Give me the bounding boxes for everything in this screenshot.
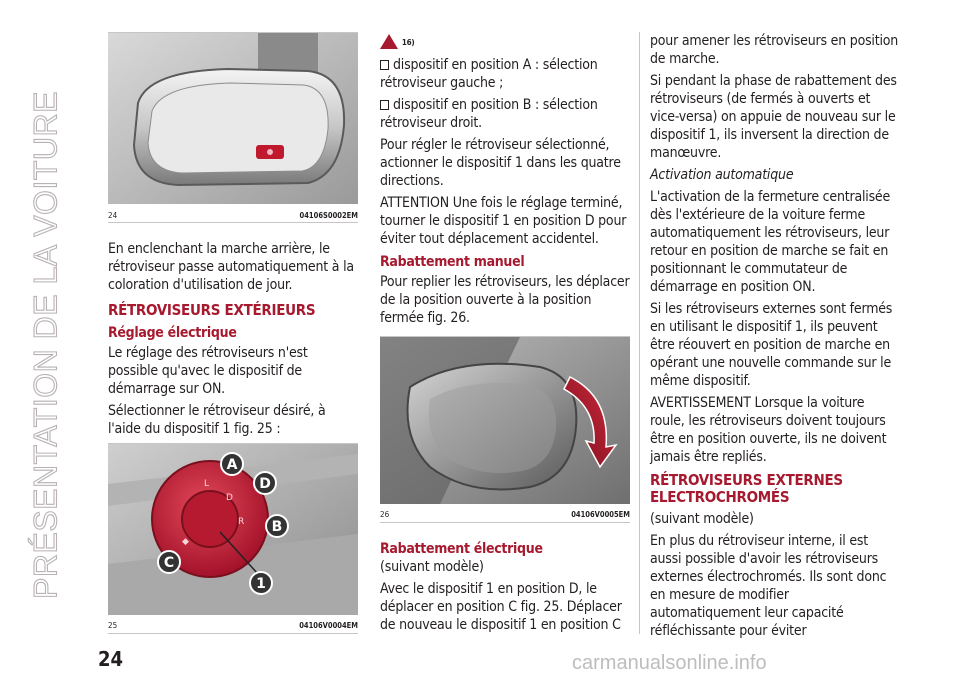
bullet-item: dispositif en position B : sélection rétroviseur droit.	[380, 97, 598, 131]
column-2	[380, 34, 630, 331]
section-heading-electrochromic: RÉTROVISEURS EXTERNES ELECTROCHROMÉS	[650, 471, 843, 506]
paragraph: Avec le dispositif 1 en position D, le déplacer en position C fig. 25. Déplacer de nouveau le dispositif 1 en position C	[380, 581, 622, 633]
column-1	[108, 240, 358, 442]
figure-24-caption	[108, 211, 358, 221]
column-divider-right	[639, 32, 640, 634]
svg-text:A: A	[226, 457, 238, 473]
paragraph: Pour régler le rétroviseur sélectionné, actionner le dispositif 1 dans les quatre directions.	[380, 137, 621, 189]
checkbox-bullet-icon	[380, 60, 389, 70]
switch-mark-d: D	[226, 493, 233, 503]
figure-26-code: 04106V0005EM	[571, 510, 630, 519]
subheading-electric-adjustment: Réglage électrique	[108, 325, 237, 341]
subheading-manual-folding: Rabattement manuel	[380, 254, 525, 270]
switch-mark-l: L	[204, 479, 210, 489]
figure-25-mirror-control-switch	[108, 444, 358, 615]
watermark: carmanualsonline.info	[572, 652, 767, 674]
section-heading-exterior-mirrors: RÉTROVISEURS EXTÉRIEURS	[108, 301, 316, 319]
bullet-item: dispositif en position A : sélection rétroviseur gauche ;	[380, 57, 598, 91]
warning-ref-number: 16)	[401, 38, 415, 47]
figure-26-caption	[380, 510, 630, 520]
paragraph: Si les rétroviseurs externes sont fermés en utilisant le dispositif 1, ils peuvent être réouvert en position de marche en opérant une nouvelle commande sur le même dispositif.	[650, 301, 893, 389]
figure-24-number: 24	[108, 211, 118, 220]
label-c	[158, 551, 180, 573]
paragraph: Sélectionner le rétroviseur désiré, à l'aide du dispositif 1 fig. 25 :	[108, 403, 326, 437]
checkbox-bullet-icon	[380, 100, 389, 110]
paragraph-note: (suivant modèle)	[380, 559, 484, 575]
paragraph: L'activation de la fermeture centralisée dès l'extérieure de la voiture ferme automatiquement les rétroviseurs, leur retour en position de marche se fait en positionnant le commutateur de démarrage en position ON.	[650, 189, 891, 295]
figure-26-bottom-rule	[380, 522, 630, 523]
interior-mirror-illustration	[108, 33, 358, 204]
svg-text:C: C	[163, 555, 175, 571]
subheading-electric-folding: Rabattement électrique	[380, 541, 543, 557]
figure-25-code: 04106V0004EM	[299, 621, 358, 630]
paragraph: Le réglage des rétroviseurs n'est possible qu'avec le dispositif de démarrage sur ON.	[108, 345, 308, 397]
side-title-text: PRÉSENTATION DE LA VOITURE	[27, 91, 64, 599]
mirror-switch-illustration	[108, 444, 358, 615]
paragraph: En enclenchant la marche arrière, le rétroviseur passe automatiquement à la coloration d'utilisation de jour.	[108, 241, 354, 293]
warning-triangle-icon	[380, 34, 398, 49]
figure-24-code: 04106S0002EM	[299, 211, 358, 220]
svg-text:B: B	[271, 519, 283, 535]
figure-24-interior-mirror	[108, 33, 358, 204]
paragraph: En plus du rétroviseur interne, il est aussi possible d'avoir les rétroviseurs externes électrochromés. Ils sont donc en mesure de modifier automatiquement leur capacité réfléchissante pour éviter	[650, 533, 887, 639]
paragraph: pour amener les rétroviseurs en position de marche.	[650, 33, 899, 67]
mirror-fold-symbol: ◆	[182, 537, 189, 547]
column-2-lower	[380, 541, 630, 638]
label-a	[221, 453, 243, 475]
figure-25-bottom-rule	[108, 633, 358, 634]
label-d	[254, 472, 276, 494]
italic-subheading: Activation automatique	[650, 167, 794, 183]
label-b	[266, 515, 288, 537]
column-3	[650, 32, 902, 644]
figure-24-bottom-rule	[108, 222, 358, 223]
svg-text:1: 1	[256, 576, 266, 592]
paragraph: ATTENTION Une fois le réglage terminé, tourner le dispositif 1 en position D pour éviter tout déplacement accidentel.	[380, 195, 627, 247]
paragraph: Pour replier les rétroviseurs, les déplacer de la position ouverte à la position fermée fig. 26.	[380, 274, 630, 326]
exterior-mirror-illustration	[380, 337, 630, 504]
switch-mark-r: R	[238, 517, 245, 527]
svg-text:D: D	[259, 476, 271, 492]
page-number: 24	[98, 647, 124, 671]
label-1	[250, 572, 272, 594]
paragraph: AVERTISSEMENT Lorsque la voiture roule, les rétroviseurs doivent toujours être en position ouverte, ils ne doivent jamais être repliés.	[650, 395, 887, 465]
warning-reference	[380, 34, 630, 54]
paragraph: Si pendant la phase de rabattement des rétroviseurs (de fermés à ouverts et vice-versa) on appuie de nouveau sur le dispositif 1, ils inversent la direction de manœuvre.	[650, 73, 897, 161]
figure-25-caption	[108, 621, 358, 631]
figure-25-number: 25	[108, 621, 118, 630]
figure-26-exterior-mirror-folding	[380, 337, 630, 504]
figure-26-number: 26	[380, 510, 390, 519]
paragraph-note: (suivant modèle)	[650, 511, 754, 527]
